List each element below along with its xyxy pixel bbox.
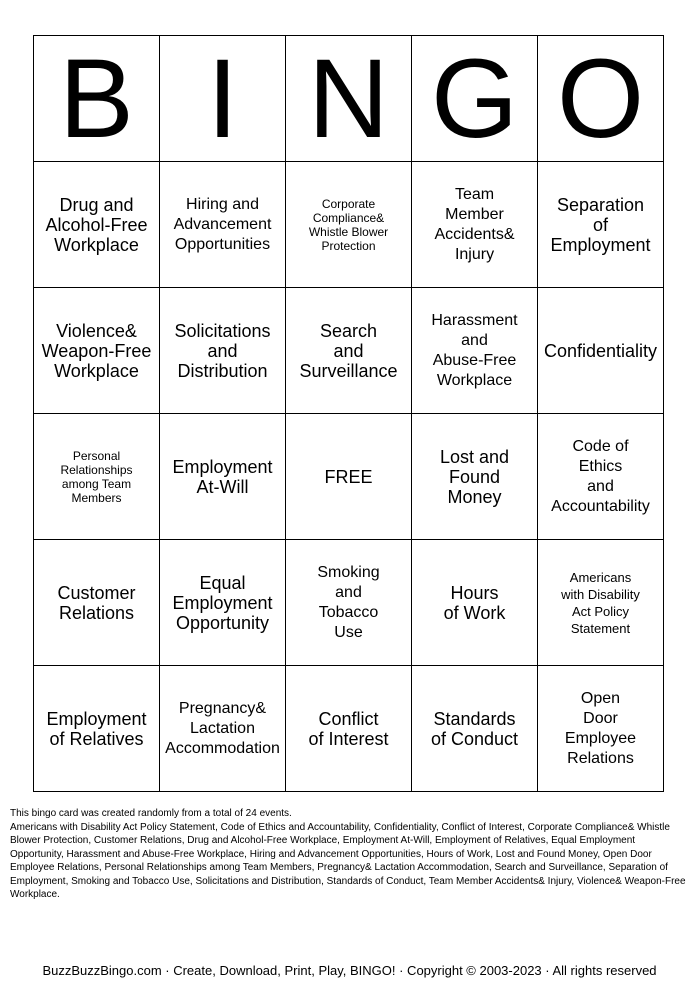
bingo-cell	[412, 540, 538, 666]
bingo-cell-text: Confidentiality	[543, 340, 658, 361]
bingo-cell-text: Equal Employment Opportunity	[172, 572, 273, 633]
footer-copyright: BuzzBuzzBingo.com · Create, Download, Print, Play, BINGO! · Copyright © 2003-2023 · All rights reserved	[42, 963, 657, 978]
bingo-cell-text: Pregnancy& Lactation Accommodation	[165, 699, 280, 757]
bingo-cell	[34, 162, 160, 288]
bingo-cell	[160, 288, 286, 414]
bingo-cell-text: Open Door Employee Relations	[564, 689, 637, 767]
bingo-cell-text: Hours of Work	[443, 582, 506, 623]
bingo-cell-text: Conflict of Interest	[308, 708, 389, 749]
header-letter-i: I	[160, 36, 286, 162]
bingo-row	[34, 666, 664, 792]
bingo-cell-text: Employment of Relatives	[46, 708, 147, 749]
bingo-cell-text: Lost and Found Money	[439, 446, 510, 507]
bingo-cell	[538, 666, 664, 792]
bingo-cell	[412, 288, 538, 414]
bingo-row	[34, 540, 664, 666]
header-letter-o: O	[538, 36, 664, 162]
bingo-row	[34, 288, 664, 414]
bingo-cell-text: Personal Relationships among Team Members	[60, 448, 133, 505]
bingo-cell	[538, 414, 664, 540]
bingo-row	[34, 414, 664, 540]
header-letter-g: G	[412, 36, 538, 162]
bingo-cell-text: Team Member Accidents& Injury	[434, 185, 515, 263]
free-space-text: FREE	[324, 466, 373, 487]
bingo-cell	[34, 414, 160, 540]
bingo-cell	[412, 162, 538, 288]
bingo-cell	[286, 162, 412, 288]
bingo-cell	[538, 540, 664, 666]
bingo-cell	[160, 414, 286, 540]
bingo-cell-text: Violence& Weapon-Free Workplace	[41, 320, 152, 381]
bingo-cell	[412, 666, 538, 792]
bingo-cell-text: Harassment and Abuse-Free Workplace	[431, 311, 518, 389]
bingo-cell-text: Employment At-Will	[172, 456, 273, 497]
bingo-cell-free	[286, 414, 412, 540]
bingo-cell-text: Corporate Compliance& Whistle Blower Protection	[308, 196, 389, 253]
bingo-cell	[34, 288, 160, 414]
bingo-cell	[286, 540, 412, 666]
bingo-cell-text: Code of Ethics and Accountability	[551, 437, 650, 515]
bingo-cell	[34, 666, 160, 792]
header-letter-b: B	[34, 36, 160, 162]
bingo-cell-text: Customer Relations	[57, 582, 136, 623]
bingo-cell	[286, 288, 412, 414]
card-notes	[10, 807, 690, 902]
bingo-cell-text: Solicitations and Distribution	[174, 320, 271, 381]
bingo-cell	[160, 162, 286, 288]
bingo-cell-text: Separation of Employment	[550, 194, 651, 255]
bingo-cell-text: Search and Surveillance	[299, 320, 398, 381]
header-letter-n: N	[286, 36, 412, 162]
bingo-cell-text: Drug and Alcohol-Free Workplace	[45, 194, 148, 255]
bingo-cell	[160, 666, 286, 792]
bingo-cell	[412, 414, 538, 540]
bingo-cell-text: Smoking and Tobacco Use	[317, 563, 380, 641]
bingo-cell	[538, 288, 664, 414]
bingo-cell-text: Standards of Conduct	[430, 708, 519, 749]
bingo-cell	[34, 540, 160, 666]
bingo-cell-text: Americans with Disability Act Policy Statement	[561, 569, 640, 636]
notes-event-list: Americans with Disability Act Policy Statement, Code of Ethics and Accountability, Confidentiality, Conflict of Interest, Corporate Compliance& Whistle Blower Protection, Customer Relations, Drug and Alcohol-Free Workplace, Employment At-Will, Employment of Relatives, Equal Employment Opportunity, Harassment and Abuse-Free Workplace, Hiring and Advancement Opportunities, Hours of Work, Lost and Found Money, Open Door Employee Relations, Personal Relationships among Team Members, Pregnancy& Lactation Accommodation, Search and Surveillance, Separation of Employment, Smoking and Tobacco Use, Solicitations and Distribution, Standards of Conduct, Team Member Accidents& Injury, Violence& Weapon-Free Workplace.	[10, 821, 686, 900]
bingo-cell	[538, 162, 664, 288]
bingo-header-row	[34, 36, 664, 162]
notes-summary: This bingo card was created randomly from a total of 24 events.	[10, 808, 292, 819]
bingo-card	[33, 35, 664, 792]
bingo-row	[34, 162, 664, 288]
bingo-cell	[286, 666, 412, 792]
bingo-cell-text: Hiring and Advancement Opportunities	[173, 195, 272, 253]
bingo-cell	[160, 540, 286, 666]
